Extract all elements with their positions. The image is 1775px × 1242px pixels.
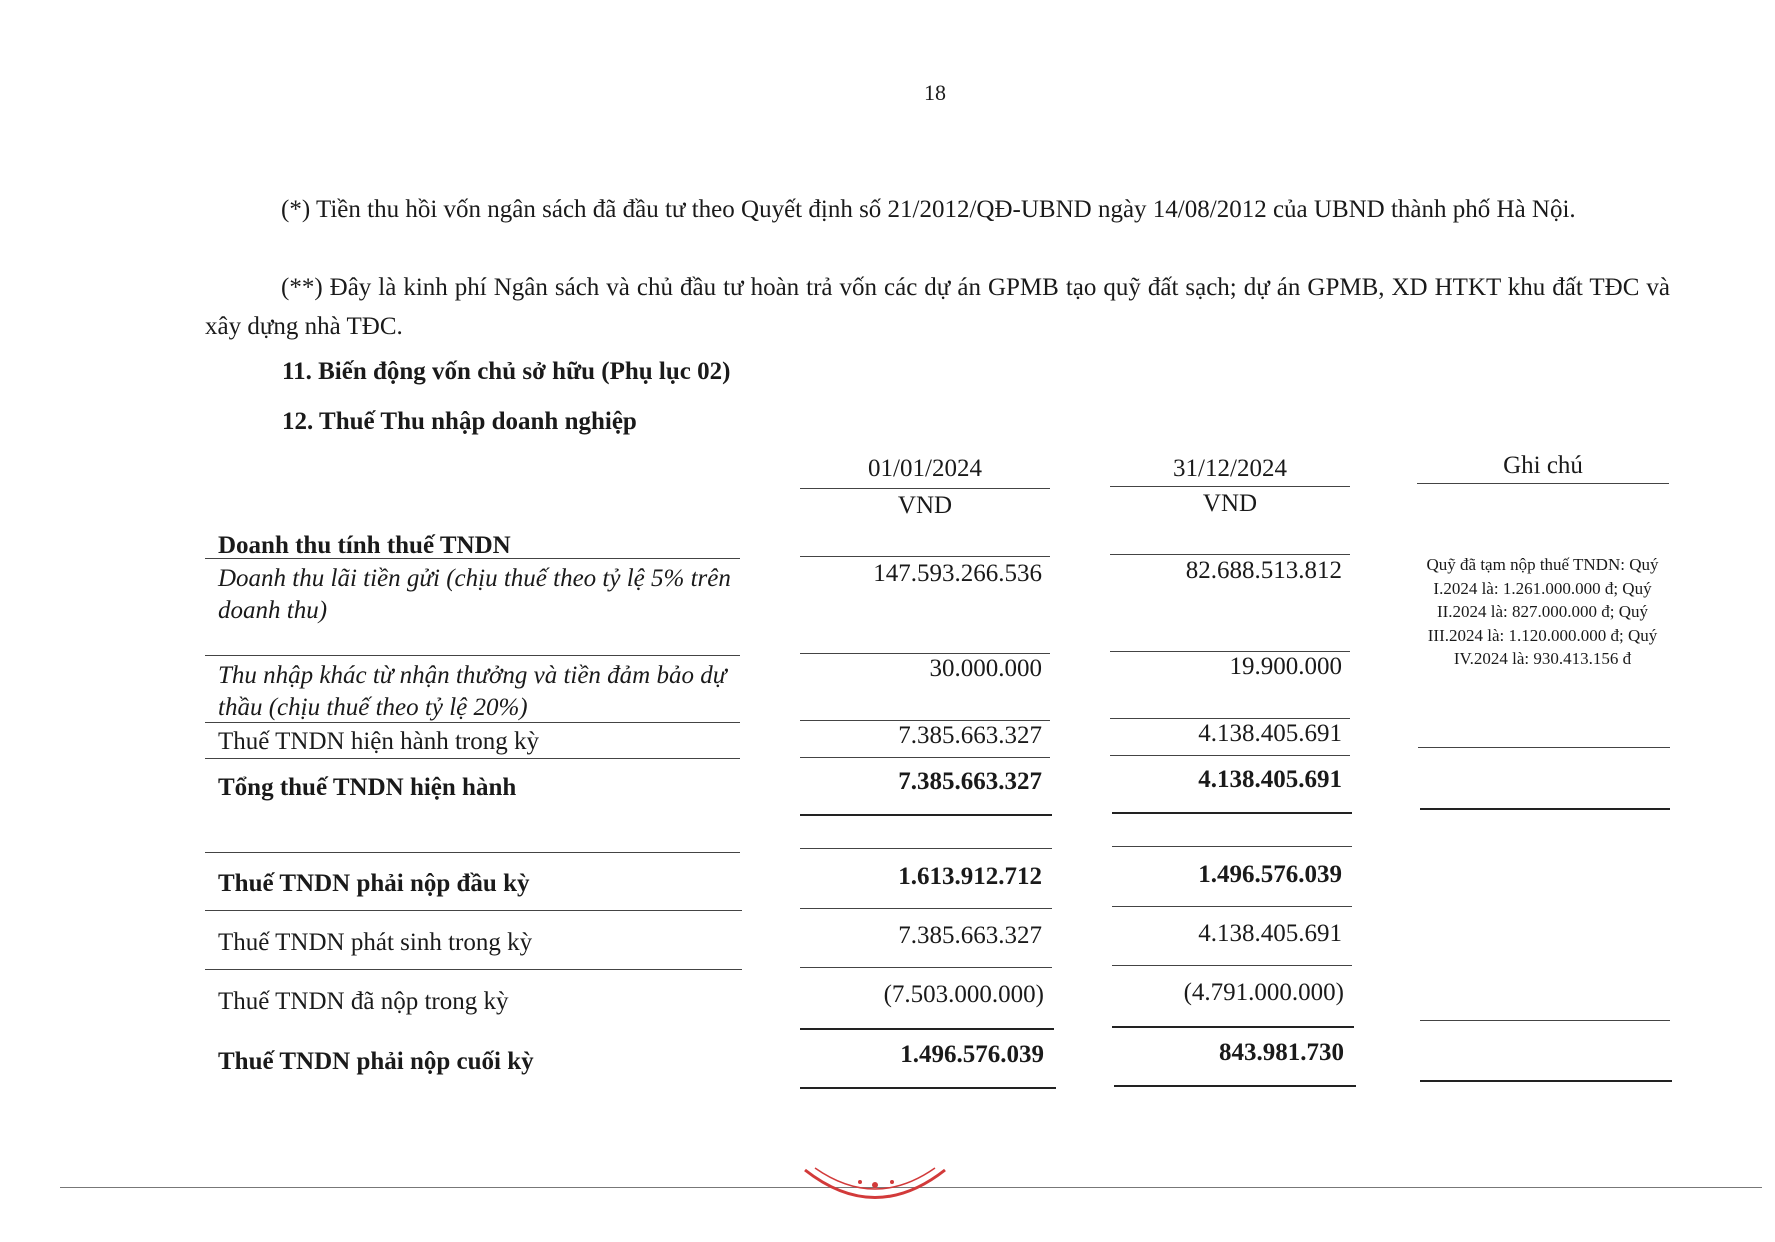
- col1-header-rule: [800, 488, 1050, 489]
- spacer-col2-rule: [1112, 846, 1352, 847]
- row5-v1: 1.613.912.712: [898, 863, 1042, 890]
- row6-label-rule: [205, 969, 742, 970]
- unit-col1: VND: [897, 492, 953, 519]
- row8-col3-rule: [1420, 1080, 1672, 1082]
- row5-col2-rule: [1112, 906, 1352, 907]
- row2-col1-rule: [800, 720, 1050, 721]
- row-current-tax-in-period: Thuế TNDN hiện hành trong kỳ: [218, 728, 540, 755]
- row-other-income: Thu nhập khác từ nhận thưởng và tiền đảm bảo dự thầu (chịu thuế theo tỷ lệ 20%): [218, 662, 727, 721]
- page-number: 18: [924, 80, 946, 105]
- col-header-2024-start: 01/01/2024: [868, 455, 982, 482]
- row8-col2-rule: [1114, 1085, 1356, 1087]
- row3-col1-rule: [800, 757, 1050, 758]
- row-deposit-interest: Doanh thu lãi tiền gửi (chịu thuế theo tỷ lệ 5% trên doanh thu): [218, 565, 731, 624]
- row1-col1-rule: [800, 653, 1050, 654]
- row5-v2: 1.496.576.039: [1198, 861, 1342, 888]
- row4-col2-rule: [1112, 812, 1352, 814]
- row4-col1-rule: [800, 814, 1052, 816]
- row4-v2: 4.138.405.691: [1198, 766, 1342, 793]
- red-stamp-seal: [800, 1160, 950, 1220]
- heading-12: 12. Thuế Thu nhập doanh nghiệp: [282, 408, 637, 435]
- note-1: [205, 190, 1670, 229]
- col-header-2024-end: 31/12/2024: [1173, 455, 1287, 482]
- note-2-text: (**) Đây là kinh phí Ngân sách và chủ đầu tư hoàn trả vốn các dự án GPMB tạo quỹ đất sạch; dự án GPMB, XD HTKT khu đất TĐC và xây dựng nhà TĐC.: [205, 274, 1670, 340]
- row-tax-incurred: Thuế TNDN phát sinh trong kỳ: [218, 929, 533, 956]
- row7-v1: (7.503.000.000): [883, 981, 1044, 1008]
- row2-v2: 19.900.000: [1229, 653, 1342, 680]
- row7-col3-rule: [1420, 1020, 1670, 1021]
- row5-label-rule: [205, 910, 742, 911]
- spacer-col1-rule: [800, 848, 1052, 849]
- note-2: [205, 268, 1670, 346]
- row-tax-paid: Thuế TNDN đã nộp trong kỳ: [218, 988, 509, 1015]
- row-tax-payable-closing: Thuế TNDN phải nộp cuối kỳ: [218, 1048, 534, 1075]
- row1-v2: 82.688.513.812: [1185, 557, 1342, 584]
- row1-col2-rule: [1110, 651, 1350, 652]
- row6-v1: 7.385.663.327: [898, 922, 1042, 949]
- row2-v1: 30.000.000: [929, 655, 1042, 682]
- row1-v1: 147.593.266.536: [873, 560, 1042, 587]
- row8-v2: 843.981.730: [1219, 1039, 1344, 1066]
- row5-col1-rule: [800, 908, 1052, 909]
- row7-col2-rule: [1112, 1026, 1354, 1028]
- spacer-label-rule: [205, 852, 740, 853]
- col2-header-rule: [1110, 486, 1350, 487]
- row-total-current-tax: Tổng thuế TNDN hiện hành: [218, 774, 517, 801]
- row3-v2: 4.138.405.691: [1198, 720, 1342, 747]
- row6-v2: 4.138.405.691: [1198, 920, 1342, 947]
- row8-v1: 1.496.576.039: [900, 1041, 1044, 1068]
- row4-col3-rule: [1420, 808, 1670, 810]
- col-header-note: Ghi chú: [1503, 452, 1583, 479]
- row3-col2-rule: [1110, 755, 1350, 756]
- row8-col1-rule: [800, 1087, 1056, 1089]
- row6-col2-rule: [1112, 965, 1352, 966]
- row0-col1-rule: [800, 556, 1050, 557]
- row0-col2-rule: [1110, 554, 1350, 555]
- row0-label-rule: [205, 558, 740, 559]
- row4-v1: 7.385.663.327: [898, 768, 1042, 795]
- row3-v1: 7.385.663.327: [898, 722, 1042, 749]
- note-bottom-rule: [1418, 747, 1670, 748]
- unit-col2: VND: [1202, 490, 1258, 517]
- row2-col2-rule: [1110, 718, 1350, 719]
- row2-label-rule: [205, 722, 740, 723]
- row1-label-rule: [205, 655, 740, 656]
- row-revenue-heading: Doanh thu tính thuế TNDN: [218, 532, 511, 559]
- row7-v2: (4.791.000.000): [1183, 979, 1344, 1006]
- row-tax-payable-opening: Thuế TNDN phải nộp đầu kỳ: [218, 870, 530, 897]
- note-1-text: (*) Tiền thu hồi vốn ngân sách đã đầu tư theo Quyết định số 21/2012/QĐ-UBND ngày 14/08/2012 của UBND thành phố Hà Nội.: [281, 196, 1576, 223]
- note-quarterly-prepaid-tax: Quỹ đã tạm nộp thuế TNDN: Quý I.2024 là: 1.261.000.000 đ; Quý II.2024 là: 827.000.000 đ; Quý III.2024 là: 1.120.000.000 đ; Quý IV.2024 là: 930.413.156 đ: [1426, 555, 1659, 668]
- row3-label-rule: [205, 758, 740, 759]
- heading-11: 11. Biến động vốn chủ sở hữu (Phụ lục 02): [282, 358, 731, 385]
- row6-col1-rule: [800, 967, 1052, 968]
- row7-col1-rule: [800, 1028, 1054, 1030]
- col3-header-rule: [1417, 483, 1669, 484]
